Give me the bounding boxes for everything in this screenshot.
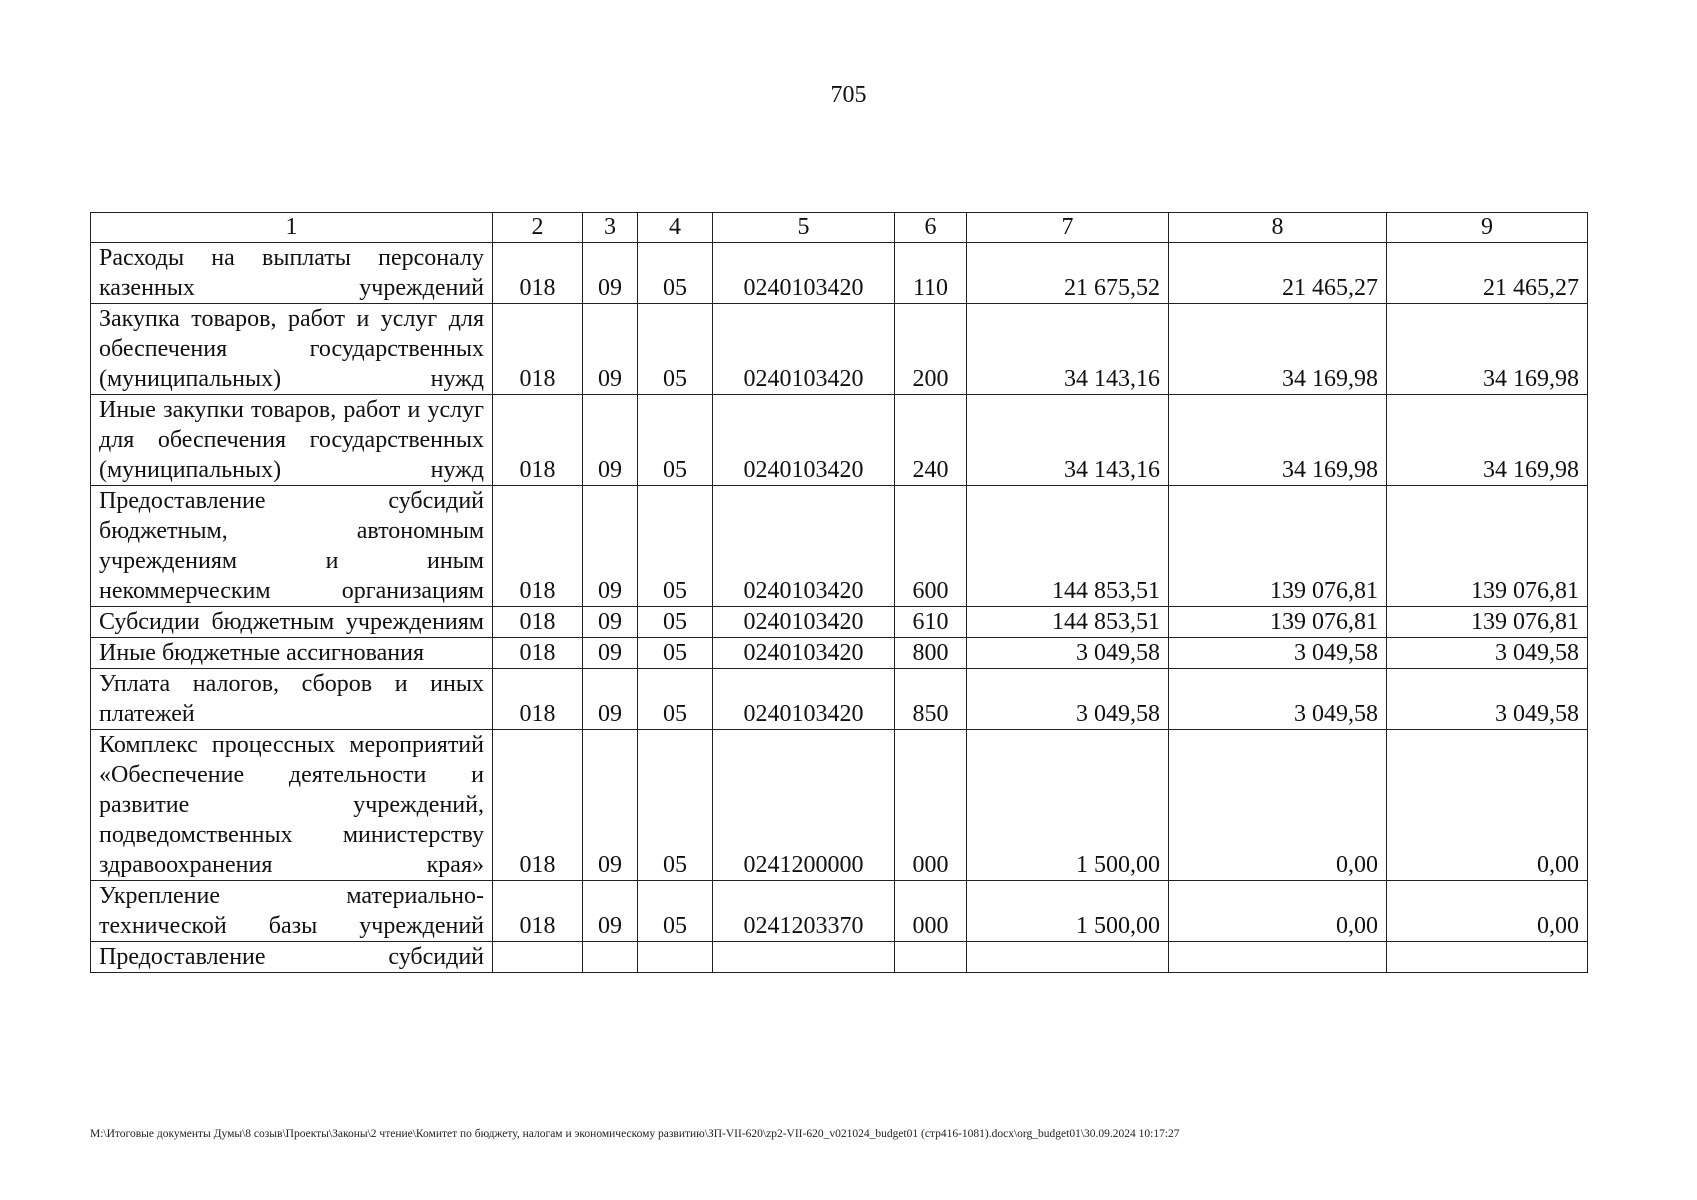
cell-amount-8: 0,00 [1169, 881, 1387, 942]
cell-expense-type: 800 [895, 638, 967, 669]
cell-target-article: 0240103420 [713, 607, 895, 638]
cell-amount-9 [1387, 942, 1588, 973]
cell-section: 09 [583, 730, 638, 881]
cell-amount-8: 21 465,27 [1169, 243, 1387, 304]
row-name: Иные бюджетные ассигнования [91, 638, 493, 669]
row-name: Укрепление материально-технической базы учреждений [91, 881, 493, 942]
table-row [91, 486, 1588, 607]
cell-admin-code: 018 [493, 304, 583, 395]
cell-target-article: 0240103420 [713, 395, 895, 486]
cell-section: 09 [583, 243, 638, 304]
cell-amount-7 [967, 942, 1169, 973]
header-row [91, 213, 1588, 243]
cell-amount-9: 0,00 [1387, 730, 1588, 881]
cell-amount-7: 1 500,00 [967, 730, 1169, 881]
column-header-7: 7 [967, 213, 1169, 243]
table-row [91, 304, 1588, 395]
cell-amount-7: 3 049,58 [967, 669, 1169, 730]
cell-target-article: 0240103420 [713, 486, 895, 607]
row-name: Уплата налогов, сборов и иных платежей [91, 669, 493, 730]
document-path-footer: M:\Итоговые документы Думы\8 созыв\Проекты\Законы\2 чтение\Комитет по бюджету, налогам и экономическому развитию\ЗП-VII-620\zp2-VII-620_v021024_budget01 (стр416-1081).docx\org_budget01\30.09.2024 10:17:27 [90, 1128, 1180, 1140]
cell-expense-type: 000 [895, 730, 967, 881]
table-row [91, 942, 1588, 973]
cell-subsection: 05 [638, 669, 713, 730]
table-row [91, 730, 1588, 881]
cell-admin-code: 018 [493, 638, 583, 669]
table-row [91, 243, 1588, 304]
cell-subsection: 05 [638, 486, 713, 607]
budget-table [90, 212, 1588, 973]
cell-subsection: 05 [638, 243, 713, 304]
cell-target-article: 0240103420 [713, 669, 895, 730]
cell-amount-9: 34 169,98 [1387, 304, 1588, 395]
cell-amount-7: 144 853,51 [967, 607, 1169, 638]
cell-admin-code: 018 [493, 395, 583, 486]
cell-expense-type: 200 [895, 304, 967, 395]
column-header-3: 3 [583, 213, 638, 243]
cell-subsection: 05 [638, 607, 713, 638]
cell-section: 09 [583, 395, 638, 486]
column-header-9: 9 [1387, 213, 1588, 243]
cell-amount-7: 21 675,52 [967, 243, 1169, 304]
table-row [91, 881, 1588, 942]
cell-amount-8: 3 049,58 [1169, 669, 1387, 730]
table-row [91, 638, 1588, 669]
cell-section: 09 [583, 304, 638, 395]
cell-amount-7: 34 143,16 [967, 395, 1169, 486]
cell-admin-code: 018 [493, 730, 583, 881]
row-name: Предоставление субсидий [91, 942, 493, 973]
cell-amount-8: 139 076,81 [1169, 486, 1387, 607]
column-header-4: 4 [638, 213, 713, 243]
cell-subsection: 05 [638, 881, 713, 942]
cell-section: 09 [583, 669, 638, 730]
cell-expense-type: 000 [895, 881, 967, 942]
cell-section: 09 [583, 881, 638, 942]
cell-expense-type: 240 [895, 395, 967, 486]
cell-amount-7: 34 143,16 [967, 304, 1169, 395]
cell-subsection: 05 [638, 730, 713, 881]
table-row [91, 395, 1588, 486]
cell-admin-code: 018 [493, 486, 583, 607]
cell-amount-8: 0,00 [1169, 730, 1387, 881]
cell-target-article: 0240103420 [713, 243, 895, 304]
cell-expense-type [895, 942, 967, 973]
row-name: Закупка товаров, работ и услуг для обеспечения государственных (муниципальных) нужд [91, 304, 493, 395]
cell-subsection: 05 [638, 638, 713, 669]
cell-amount-8: 3 049,58 [1169, 638, 1387, 669]
cell-amount-8: 34 169,98 [1169, 304, 1387, 395]
cell-target-article: 0241203370 [713, 881, 895, 942]
cell-target-article [713, 942, 895, 973]
cell-expense-type: 600 [895, 486, 967, 607]
cell-section [583, 942, 638, 973]
page-number: 705 [830, 82, 867, 108]
cell-target-article: 0240103420 [713, 304, 895, 395]
cell-expense-type: 850 [895, 669, 967, 730]
cell-subsection: 05 [638, 304, 713, 395]
column-header-5: 5 [713, 213, 895, 243]
cell-section: 09 [583, 638, 638, 669]
cell-amount-7: 1 500,00 [967, 881, 1169, 942]
row-name: Иные закупки товаров, работ и услуг для обеспечения государственных (муниципальных) нужд [91, 395, 493, 486]
cell-section: 09 [583, 486, 638, 607]
cell-amount-9: 3 049,58 [1387, 638, 1588, 669]
cell-admin-code: 018 [493, 881, 583, 942]
cell-amount-8 [1169, 942, 1387, 973]
cell-target-article: 0241200000 [713, 730, 895, 881]
cell-section: 09 [583, 607, 638, 638]
row-name: Субсидии бюджетным учреждениям [91, 607, 493, 638]
column-header-1: 1 [91, 213, 493, 243]
cell-admin-code: 018 [493, 607, 583, 638]
column-header-2: 2 [493, 213, 583, 243]
cell-admin-code [493, 942, 583, 973]
row-name: Предоставление субсидий бюджетным, автономным учреждениям и иным некоммерческим организациям [91, 486, 493, 607]
cell-amount-7: 3 049,58 [967, 638, 1169, 669]
row-name: Расходы на выплаты персоналу казенных учреждений [91, 243, 493, 304]
cell-amount-9: 21 465,27 [1387, 243, 1588, 304]
cell-admin-code: 018 [493, 669, 583, 730]
cell-amount-9: 139 076,81 [1387, 486, 1588, 607]
cell-amount-9: 3 049,58 [1387, 669, 1588, 730]
cell-subsection [638, 942, 713, 973]
table-row [91, 669, 1588, 730]
column-header-6: 6 [895, 213, 967, 243]
cell-subsection: 05 [638, 395, 713, 486]
cell-target-article: 0240103420 [713, 638, 895, 669]
cell-expense-type: 110 [895, 243, 967, 304]
cell-amount-9: 34 169,98 [1387, 395, 1588, 486]
cell-amount-9: 0,00 [1387, 881, 1588, 942]
column-header-8: 8 [1169, 213, 1387, 243]
cell-amount-8: 139 076,81 [1169, 607, 1387, 638]
row-name: Комплекс процессных мероприятий «Обеспечение деятельности и развитие учреждений, подведомственных министерству здравоохранения края» [91, 730, 493, 881]
cell-admin-code: 018 [493, 243, 583, 304]
table-row [91, 607, 1588, 638]
cell-amount-7: 144 853,51 [967, 486, 1169, 607]
cell-expense-type: 610 [895, 607, 967, 638]
cell-amount-9: 139 076,81 [1387, 607, 1588, 638]
cell-amount-8: 34 169,98 [1169, 395, 1387, 486]
